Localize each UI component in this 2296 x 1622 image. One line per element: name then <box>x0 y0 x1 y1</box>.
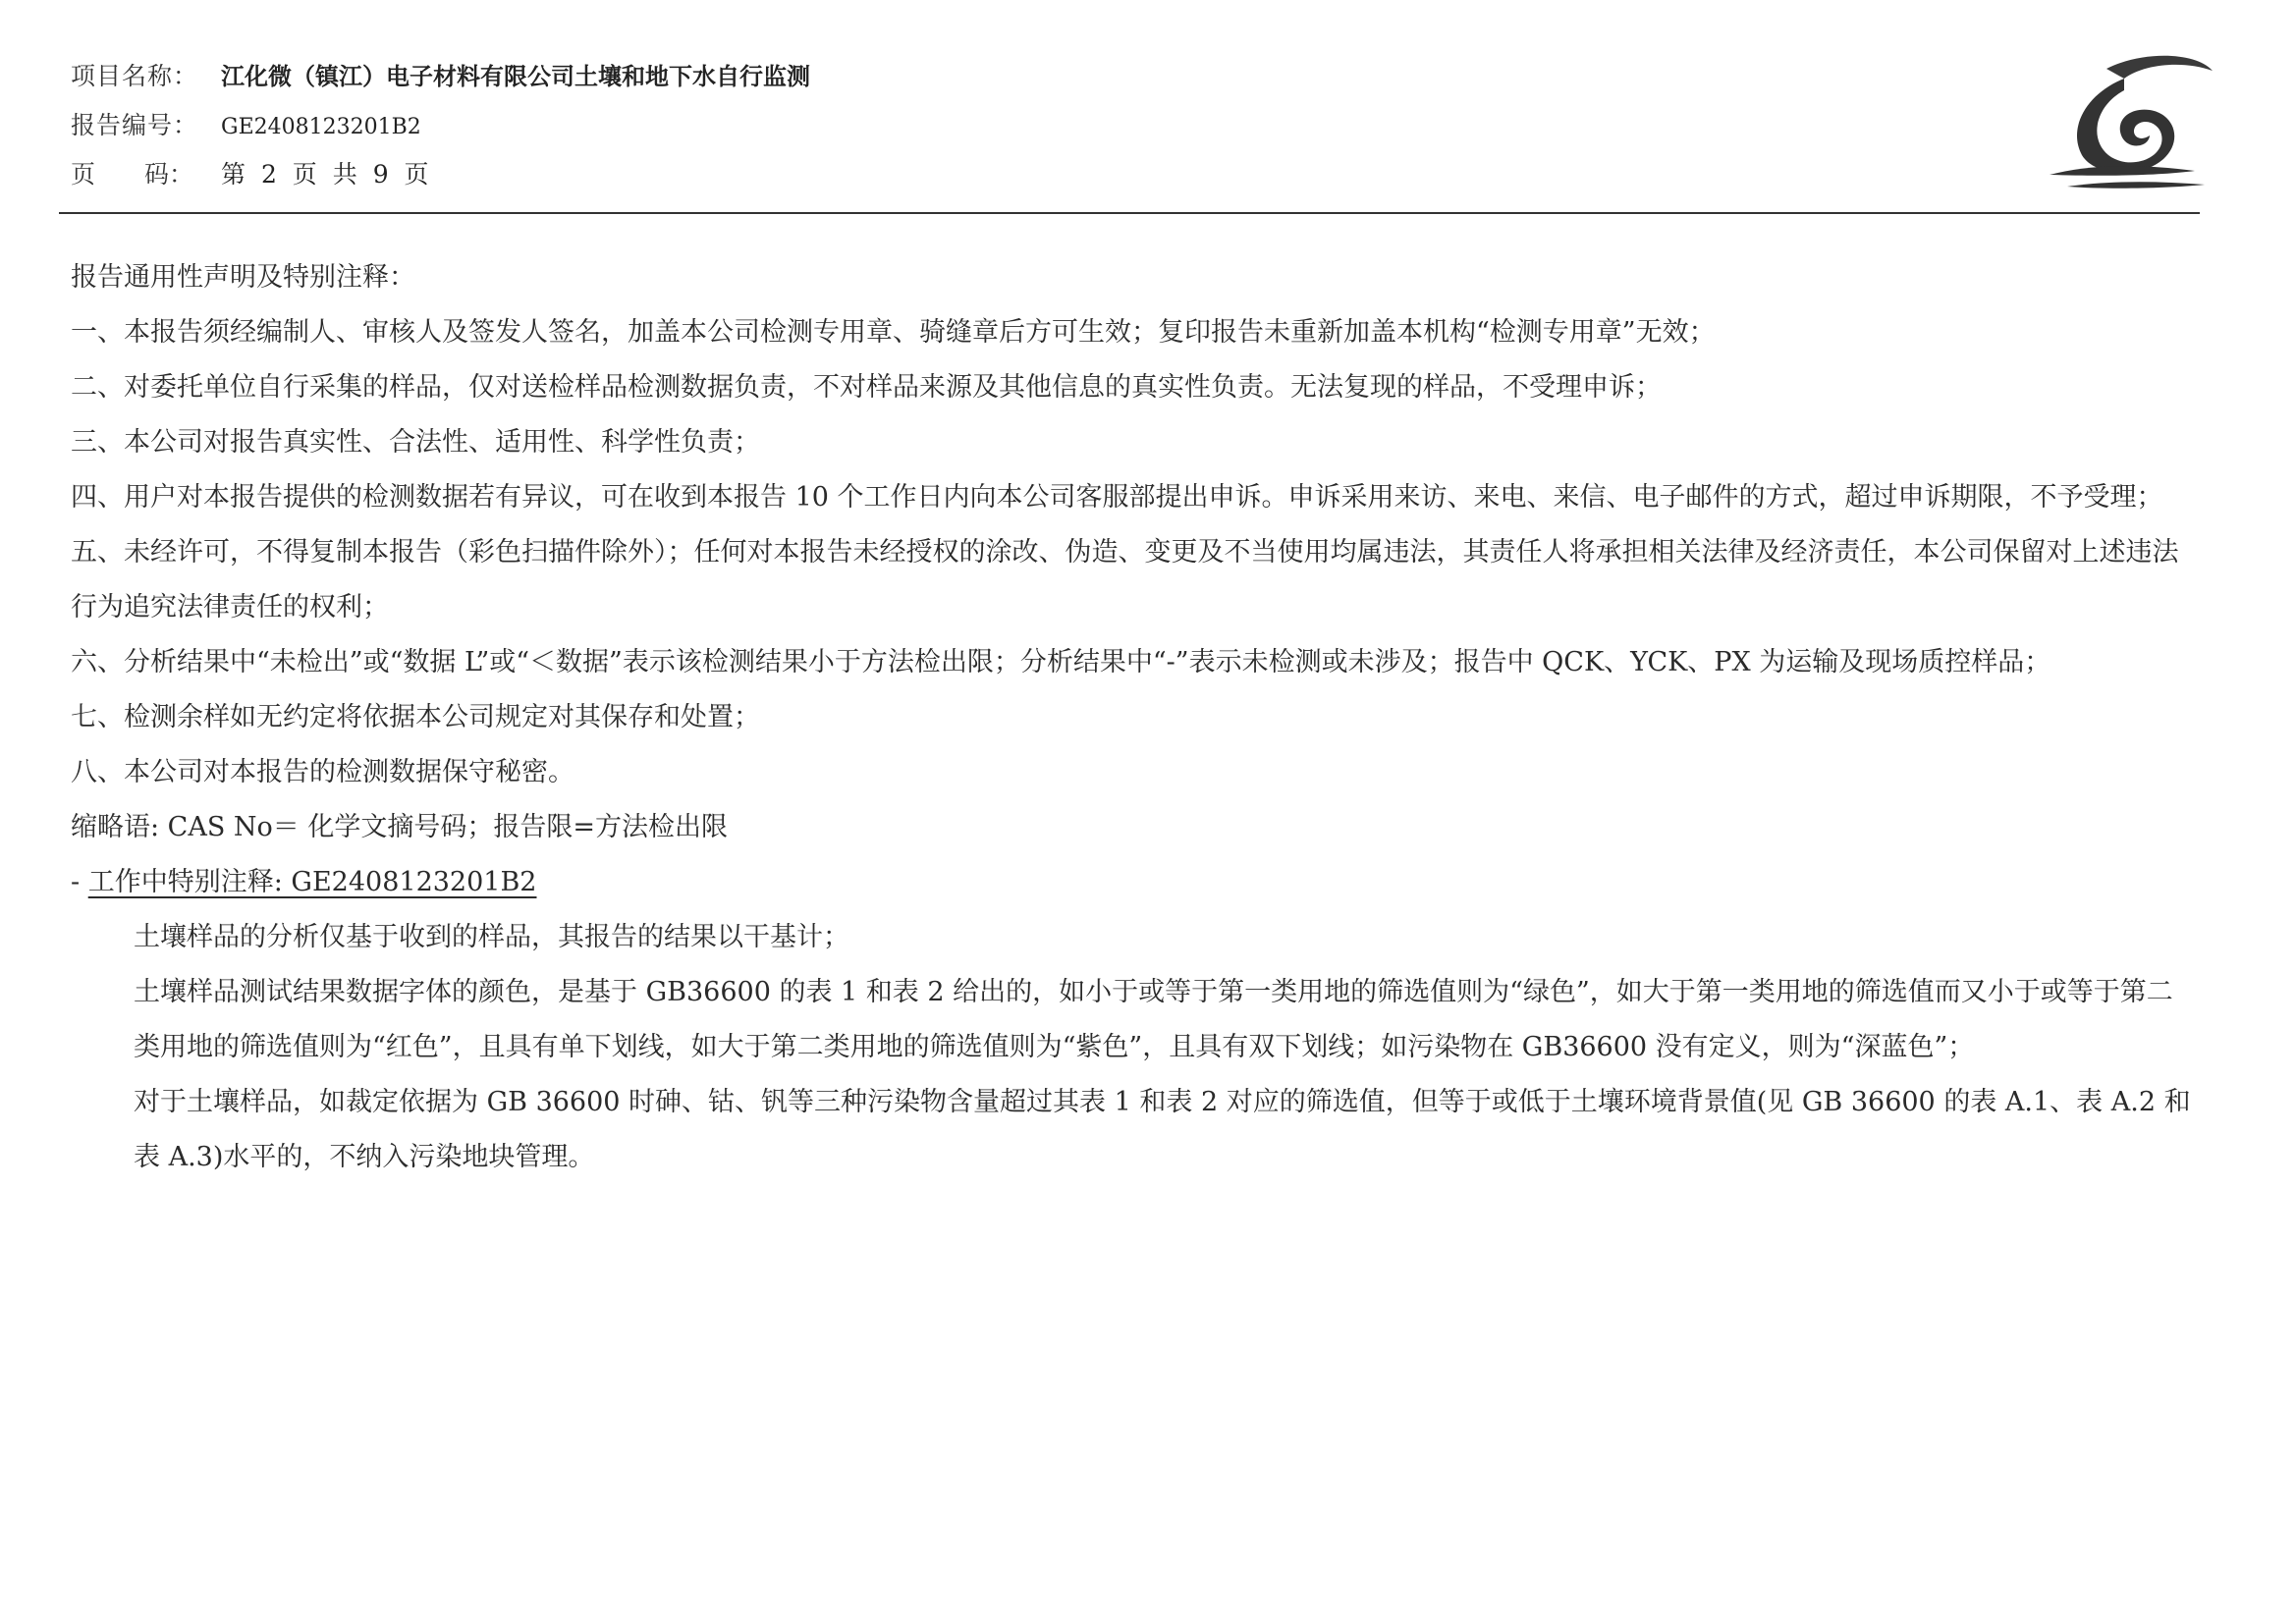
special-note-3: 对于土壤样品，如裁定依据为 GB 36600 时砷、钴、钒等三种污染物含量超过其表 1 和表 2 对应的筛选值，但等于或低于土壤环境背景值(见 GB 36600 的表 A.1、表 A.2 和表 A.3)水平的，不纳入污染地块管理。 <box>134 1087 2191 1172</box>
report-number-row <box>71 106 1937 155</box>
statement-item-5: 五、未经许可，不得复制本报告（彩色扫描件除外）；任何对本报告未经授权的涂改、伪造、变更及不当使用均属违法，其责任人将承担相关法律及经济责任，本公司保留对上述违法行为追究法律责任的权利； <box>71 537 2179 622</box>
abbreviation-note: 缩略语: CAS No＝ 化学文摘号码；报告限=方法检出限 <box>71 812 729 842</box>
statement-item-4: 四、用户对本报告提供的检测数据若有异议，可在收到本报告 10 个工作日内向本公司客服部提出申诉。申诉采用来访、来电、来信、电子邮件的方式，超过申诉期限，不予受理； <box>71 482 2163 513</box>
project-row <box>71 57 1937 106</box>
statement-item-6: 六、分析结果中“未检出”或“数据 L”或“＜数据”表示该检测结果小于方法检出限；分析结果中“-”表示未检测或未涉及；报告中 QCK、YCK、PX 为运输及现场质控样品； <box>71 647 2051 677</box>
statement-item-3: 三、本公司对报告真实性、合法性、适用性、科学性负责； <box>71 427 760 458</box>
special-note-1: 土壤样品的分析仅基于收到的样品，其报告的结果以干基计； <box>134 922 849 952</box>
project-name: 江化微（镇江）电子材料有限公司土壤和地下水自行监测 <box>221 63 810 90</box>
page-number-row <box>71 155 1937 204</box>
statement-section <box>71 250 2192 1185</box>
statement-item-1: 一、本报告须经编制人、审核人及签发人签名，加盖本公司检测专用章、骑缝章后方可生效；复印报告未重新加盖本机构“检测专用章”无效； <box>71 317 1716 348</box>
page-number-label: 页 码： <box>71 160 194 189</box>
company-logo-icon <box>2048 49 2219 196</box>
special-notes-title: 工作中特别注释: GE2408123201B2 <box>87 867 537 897</box>
special-notes-list <box>71 910 2192 1185</box>
report-header <box>71 57 1937 204</box>
header-divider <box>59 212 2200 214</box>
statement-title: 报告通用性声明及特别注释： <box>71 262 415 293</box>
project-label: 项目名称： <box>71 62 199 90</box>
special-notes-prefix: - <box>71 867 88 897</box>
special-notes-heading <box>71 855 2192 910</box>
statement-item-8: 八、本公司对本报告的检测数据保守秘密。 <box>71 757 574 787</box>
page-number: 第 2 页 共 9 页 <box>221 160 433 189</box>
special-note-2: 土壤样品测试结果数据字体的颜色，是基于 GB36600 的表 1 和表 2 给出的，如小于或等于第一类用地的筛选值则为“绿色”，如大于第一类用地的筛选值而又小于或等于第二类用地的筛选值则为“红色”，且具有单下划线，如大于第二类用地的筛选值则为“紫色”，且具有双下划线；如污染物在 GB36600 没有定义，则为“深蓝色”； <box>134 977 2173 1062</box>
report-number: GE2408123201B2 <box>221 115 421 139</box>
statement-item-7: 七、检测余样如无约定将依据本公司规定对其保存和处置； <box>71 702 760 732</box>
statement-item-2: 二、对委托单位自行采集的样品，仅对送检样品检测数据负责，不对样品来源及其他信息的真实性负责。无法复现的样品，不受理申诉； <box>71 372 1662 403</box>
report-number-label: 报告编号： <box>71 111 199 139</box>
